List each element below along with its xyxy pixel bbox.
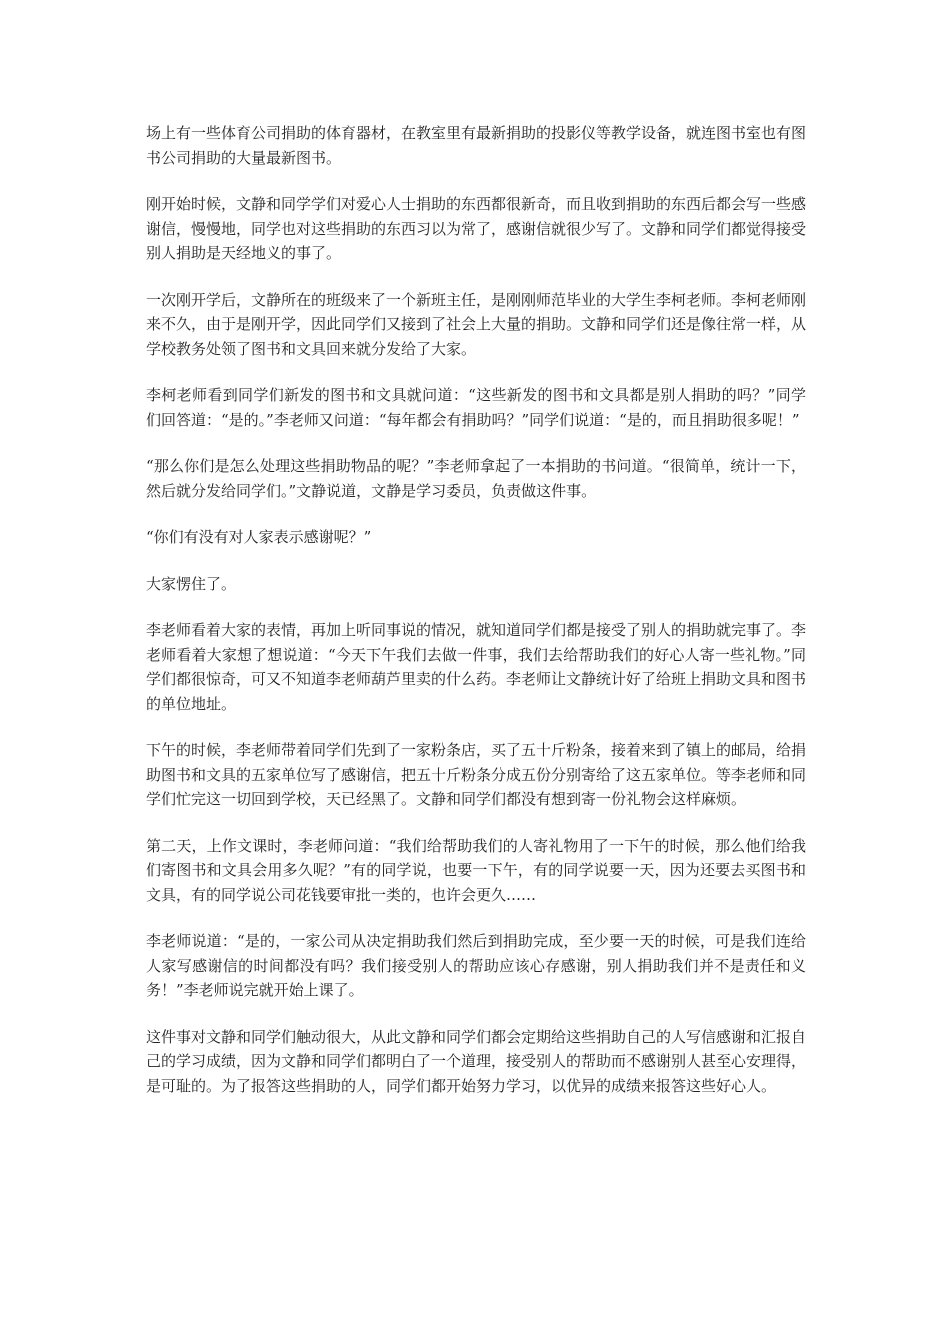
- paragraph-9: 下午的时候，李老师带着同学们先到了一家粉条店，买了五十斤粉条，接着来到了镇上的邮局，给捐助图书和文具的五家单位写了感谢信，把五十斤粉条分成五份分别寄给了这五家单位。等李老师和同学们忙完这一切回到学校，天已经黑了。文静和同学们都没有想到寄一份礼物会这样麻烦。: [146, 741, 807, 808]
- paragraph-3: 一次刚开学后，文静所在的班级来了一个新班主任，是刚刚师范毕业的大学生李柯老师。李柯老师刚来不久，由于是刚开学，因此同学们又接到了社会上大量的捐助。文静和同学们还是像往常一样，从学校教务处领了图书和文具回来就分发给了大家。: [146, 290, 807, 358]
- paragraph-6: “你们有没有对人家表示感谢呢？”: [146, 528, 372, 546]
- paragraph-5: “那么你们是怎么处理这些捐助物品的呢？”李老师拿起了一本捐助的书问道。“很简单，统计一下，然后就分发给同学们。”文静说道，文静是学习委员，负责做这件事。: [146, 457, 806, 500]
- document-page: [146, 121, 806, 1120]
- paragraph-10: 第二天，上作文课时，李老师问道：“我们给帮助我们的人寄礼物用了一下午的时候，那么他们给我们寄图书和文具会用多久呢？”有的同学说，也要一下午，有的同学说要一天，因为还要去买图书和文具，有的同学说公司花钱要审批一类的，也许会更久……: [146, 836, 806, 904]
- paragraph-4: 李柯老师看到同学们新发的图书和文具就问道：“这些新发的图书和文具都是别人捐助的吗？”同学们回答道：“是的。”李老师又问道：“每年都会有捐助吗？”同学们说道：“是的，而且捐助很多呢！”: [146, 386, 806, 429]
- paragraph-11: 李老师说道：“是的，一家公司从决定捐助我们然后到捐助完成，至少要一天的时候，可是我们连给人家写感谢信的时间都没有吗？我们接受别人的帮助应该心存感谢，别人捐助我们并不是责任和义务！”李老师说完就开始上课了。: [146, 932, 806, 999]
- paragraph-1: 场上有一些体育公司捐助的体育器材，在教室里有最新捐助的投影仪等教学设备，就连图书室也有图书公司捐助的大量最新图书。: [146, 124, 807, 167]
- paragraph-12: 这件事对文静和同学们触动很大，从此文静和同学们都会定期给这些捐助自己的人写信感谢和汇报自己的学习成绩，因为文静和同学们都明白了一个道理，接受别人的帮助而不感谢别人甚至心安理得，是可耻的。为了报答这些捐助的人，同学们都开始努力学习，以优异的成绩来报答这些好心人。: [146, 1027, 807, 1095]
- paragraph-7: 大家愣住了。: [146, 574, 237, 593]
- paragraph-8: 李老师看着大家的表情，再加上听同事说的情况，就知道同学们都是接受了别人的捐助就完事了。李老师看着大家想了想说道：“今天下午我们去做一件事，我们去给帮助我们的好心人寄一些礼物。”同学们都很惊奇，可又不知道李老师葫芦里卖的什么药。李老师让文静统计好了给班上捐助文具和图书的单位地址。: [146, 621, 807, 713]
- paragraph-2: 刚开始时候，文静和同学学们对爱心人士捐助的东西都很新奇，而且收到捐助的东西后都会写一些感谢信，慢慢地，同学也对这些捐助的东西习以为常了，感谢信就很少写了。文静和同学们都觉得接受别人捐助是天经地义的事了。: [146, 195, 807, 262]
